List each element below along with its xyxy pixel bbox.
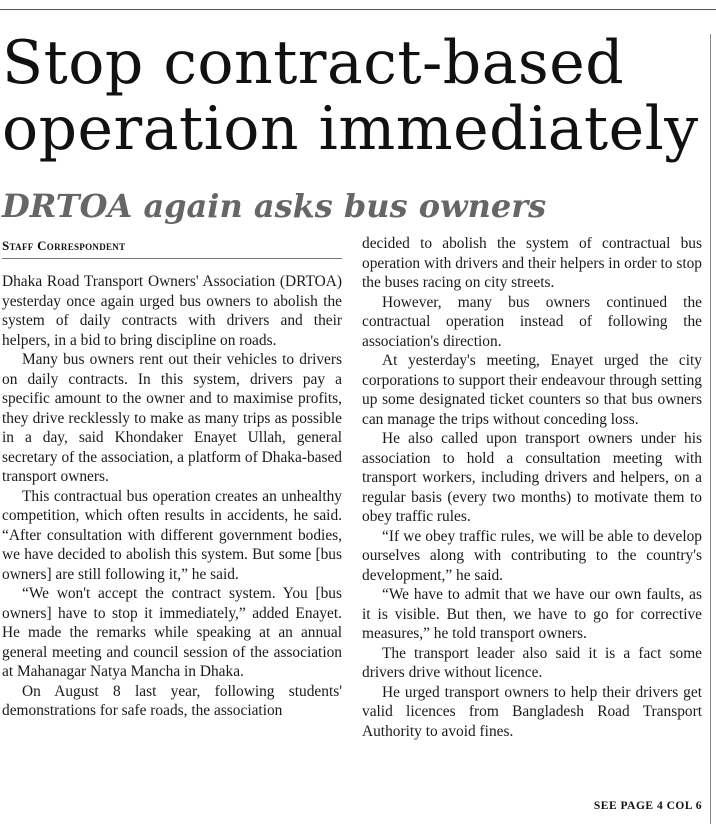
paragraph: He also called upon transport owners under his association to hold a consultation meeting with transport workers, including drivers and helpers, on a regular basis (every two months) to motivate them to obey traffic rules. (362, 430, 702, 525)
byline: Staff Correspondent (2, 238, 126, 253)
paragraph: “We have to admit that we have our own faults, as it is visible. But then, we have to go for corrective measures,” he told transport owners. (362, 586, 702, 642)
paragraph: He urged transport owners to help their drivers get valid licences from Bangladesh Road Transport Authority to avoid fines. (362, 683, 702, 740)
continued-jump-line: SEE PAGE 4 COL 6 (593, 800, 702, 812)
paragraph: Many bus owners rent out their vehicles to drivers on daily contracts. In this system, drivers pay a specific amount to the owner and to maximise profits, they drive recklessly to make as many trips as possible in a day, said Khondaker Enayet Ullah, general secretary of the association, a platform of Dhaka-based transport owners. (2, 351, 342, 485)
paragraph: decided to abolish the system of contractual bus operation with drivers and their helpers in order to stop the buses racing on city streets. (362, 235, 702, 291)
paragraph: This contractual bus operation creates an unhealthy competition, which often results in accidents, he said. “After consultation with different government bodies, we have decided to abolish this system. But some [bus owners] are still following it,” he said. (2, 487, 342, 583)
paragraph: The transport leader also said it is a fact some drivers drive without licence. (362, 644, 702, 681)
article-column-1 (2, 272, 342, 721)
paragraph: “We won't accept the contract system. You [bus owners] have to stop it immediately,” added Enayet. He made the remarks while speaking at an annual general meeting and council session of the association at Mahanagar Natya Mancha in Dhaka. (2, 585, 342, 680)
kicker-subheadline: DRTOA again asks bus owners (2, 187, 547, 225)
paragraph: At yesterday's meeting, Enayet urged the city corporations to support their endeavour through setting up some designated ticket counters so that bus owners can manage the trips without conceding loss. (362, 352, 702, 428)
article-column-2 (362, 234, 702, 741)
top-rule (0, 9, 716, 10)
paragraph: “If we obey traffic rules, we will be able to develop ourselves along with contributing to the country's development,” he said. (362, 527, 702, 584)
byline-rule (2, 258, 342, 259)
column-rule (710, 34, 711, 824)
paragraph: On August 8 last year, following students' demonstrations for safe roads, the association (2, 682, 342, 719)
paragraph: However, many bus owners continued the contractual operation instead of following the association's direction. (362, 293, 702, 350)
headline: Stop contract-based operation immediately (2, 28, 699, 164)
paragraph: Dhaka Road Transport Owners' Association (DRTOA) yesterday once again urged bus owners to abolish the system of daily contracts with drivers and their helpers, in a bid to bring discipline on roads. (2, 273, 342, 349)
